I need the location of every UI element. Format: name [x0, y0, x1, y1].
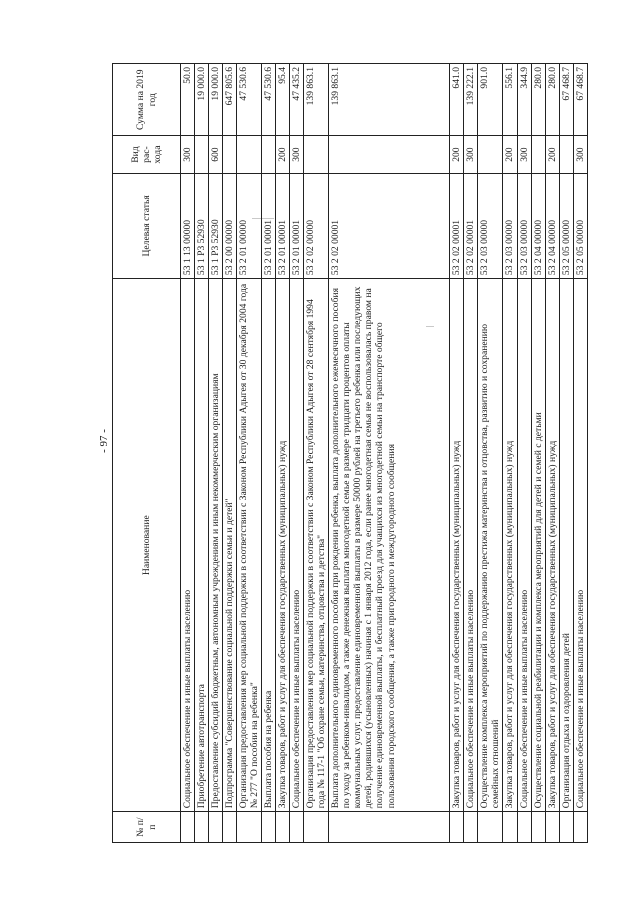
table-row — [450, 64, 464, 843]
cell-no — [464, 812, 478, 843]
cell-type: 300 — [181, 136, 195, 173]
cell-code: 53 1 13 00000 — [181, 173, 195, 278]
cell-sum: 280.0 — [545, 64, 559, 136]
cell-type: 200 — [503, 136, 517, 173]
table-row — [559, 64, 573, 843]
cell-code: 53 2 04 00000 — [545, 173, 559, 278]
table-row — [209, 64, 223, 843]
cell-code: 53 2 00 00000 — [223, 173, 237, 278]
cell-name: Социальное обеспечение и иные выплаты населению — [573, 279, 587, 812]
cell-code: 53 2 01 00001 — [276, 173, 290, 278]
cell-name: Социальное обеспечение и иные выплаты населению — [290, 279, 304, 812]
cell-type: 600 — [209, 136, 223, 173]
cell-code: 53 2 01 00001 — [262, 173, 276, 278]
header-type: Вид рас- хода — [113, 136, 181, 173]
header-no: № п/п — [113, 812, 181, 843]
cell-sum: 47 530.6 — [237, 64, 262, 136]
cell-no — [223, 812, 237, 843]
table-row — [304, 64, 329, 843]
cell-no — [262, 812, 276, 843]
cell-name: Организация отдыха и оздоровления детей — [559, 279, 573, 812]
cell-name: Организация предоставления мер социальной поддержки в соответствии с Законом Республики Адыгея от 30 декабря 2004 года № 277 "О пособии на ребенка" — [237, 279, 262, 812]
cell-no — [573, 812, 587, 843]
table-row — [573, 64, 587, 843]
cell-type — [237, 136, 262, 173]
table-header-row — [113, 64, 181, 843]
cell-no — [276, 812, 290, 843]
cell-code: 53 2 02 00001 — [329, 173, 450, 278]
cell-sum: 19 000.0 — [195, 64, 209, 136]
header-sum: Сумма на 2019 год — [113, 64, 181, 136]
cell-no — [195, 812, 209, 843]
table-wrap — [112, 63, 586, 843]
cell-sum: 647 805.6 — [223, 64, 237, 136]
cell-type: 200 — [545, 136, 559, 173]
budget-table — [112, 63, 588, 843]
table-row — [262, 64, 276, 843]
cell-sum: 139 863.1 — [304, 64, 329, 136]
table-row — [290, 64, 304, 843]
cell-sum: 280.0 — [531, 64, 545, 136]
cell-sum: 95.4 — [276, 64, 290, 136]
cell-sum: 901.0 — [478, 64, 503, 136]
cell-name: Осуществление социальной реабилитации и комплекса мероприятий для детей и семей с детьми — [531, 279, 545, 812]
table-row — [223, 64, 237, 843]
cell-no — [181, 812, 195, 843]
cell-type: 200 — [276, 136, 290, 173]
cell-type: 300 — [464, 136, 478, 173]
cell-no — [290, 812, 304, 843]
cell-code: 53 2 03 00000 — [478, 173, 503, 278]
cell-code: 53 2 05 00000 — [573, 173, 587, 278]
table-row — [517, 64, 531, 843]
cell-sum: 47 530.6 — [262, 64, 276, 136]
cell-sum: 67 468.7 — [559, 64, 573, 136]
cell-type: 300 — [517, 136, 531, 173]
rotated-table-frame — [112, 63, 586, 843]
cell-code: 53 2 04 00000 — [531, 173, 545, 278]
cell-sum: 67 468.7 — [573, 64, 587, 136]
page-number: - 97 - — [98, 429, 110, 453]
cell-no — [545, 812, 559, 843]
cell-no — [209, 812, 223, 843]
table-row — [181, 64, 195, 843]
cell-name: Выплата дополнительного единовременного пособия при рождении ребенка, выплата дополнительного ежемесячного пособия по уходу за ребенком-инвалидом, а также денежная выплата многодетной семье в размере тридцати процентов оплаты коммунальных услуг, предоставление единовременной выплаты в размере 50000 рублей на третьего ребенка или последующих детей, родившихся (усыновленных) начиная с 1 января 2012 года, если ранее многодетная семья не воспользовалась правом на получение единовременной выплаты, и бесплатный проезд для учащихся из многодетной семьи на транспорте общего пользования городского сообщения, а также пригородного и междугородного сообщения — [329, 279, 450, 812]
table-row — [329, 64, 450, 843]
cell-name: Социальное обеспечение и иные выплаты населению — [464, 279, 478, 812]
cell-name: Предоставление субсидий бюджетным, автономным учреждениям и иным некоммерческим организациям — [209, 279, 223, 812]
cell-name: Подпрограмма "Совершенствование социальной поддержки семьи и детей" — [223, 279, 237, 812]
cell-type — [262, 136, 276, 173]
cell-code: 53 2 05 00000 — [559, 173, 573, 278]
cell-sum: 50.0 — [181, 64, 195, 136]
table-row — [237, 64, 262, 843]
cell-type: 200 — [450, 136, 464, 173]
cell-sum: 139 222.1 — [464, 64, 478, 136]
cell-no — [329, 812, 450, 843]
cell-sum: 139 863.1 — [329, 64, 450, 136]
cell-no — [478, 812, 503, 843]
cell-code: 53 2 02 00000 — [304, 173, 329, 278]
cell-code: 53 2 03 00000 — [503, 173, 517, 278]
cell-name: Социальное обеспечение и иные выплаты населению — [517, 279, 531, 812]
cell-sum: 19 000.0 — [209, 64, 223, 136]
cell-type: 300 — [573, 136, 587, 173]
header-code: Целевая статья — [113, 173, 181, 278]
cell-name: Закупка товаров, работ и услуг для обеспечения государственных (муниципальных) нужд — [450, 279, 464, 812]
table-row — [503, 64, 517, 843]
cell-sum: 556.1 — [503, 64, 517, 136]
cell-type — [223, 136, 237, 173]
cell-no — [450, 812, 464, 843]
cell-type — [478, 136, 503, 173]
cell-no — [237, 812, 262, 843]
cell-name: Социальное обеспечение и иные выплаты населению — [181, 279, 195, 812]
cell-name: Выплата пособия на ребенка — [262, 279, 276, 812]
cell-code: 53 2 01 00000 — [237, 173, 262, 278]
cell-type — [531, 136, 545, 173]
cell-code: 53 1 P3 52930 — [209, 173, 223, 278]
cell-type: 300 — [290, 136, 304, 173]
table-row — [195, 64, 209, 843]
cell-name: Приобретение автотранспорта — [195, 279, 209, 812]
header-name: Наименование — [113, 279, 181, 812]
cell-name: Закупка товаров, работ и услуг для обеспечения государственных (муниципальных) нужд — [276, 279, 290, 812]
cell-no — [559, 812, 573, 843]
cell-code: 53 2 03 00000 — [517, 173, 531, 278]
cell-code: 53 1 P3 52930 — [195, 173, 209, 278]
cell-name: Закупка товаров, работ и услуг для обеспечения государственных (муниципальных) нужд — [545, 279, 559, 812]
cell-name: Организация предоставления мер социальной поддержки в соответствии с Законом Республики Адыгея от 28 сентября 1994 года № 117-1 "Об охране семьи, материнства, отцовства и детства" — [304, 279, 329, 812]
cell-sum: 47 435.2 — [290, 64, 304, 136]
cell-sum: 344.9 — [517, 64, 531, 136]
table-row — [478, 64, 503, 843]
cell-name: Закупка товаров, работ и услуг для обеспечения государственных (муниципальных) нужд — [503, 279, 517, 812]
cell-type — [329, 136, 450, 173]
cell-type — [195, 136, 209, 173]
cell-no — [304, 812, 329, 843]
cell-no — [503, 812, 517, 843]
cell-sum: 641.0 — [450, 64, 464, 136]
cell-no — [517, 812, 531, 843]
table-row — [545, 64, 559, 843]
table-row — [464, 64, 478, 843]
cell-name: Осуществление комплекса мероприятий по поддержанию престижа материнства и отцовства, развитию и сохранению семейных отношений — [478, 279, 503, 812]
table-row — [531, 64, 545, 843]
cell-code: 53 2 02 00001 — [464, 173, 478, 278]
cell-code: 53 2 02 00001 — [450, 173, 464, 278]
cell-code: 53 2 01 00001 — [290, 173, 304, 278]
cell-no — [531, 812, 545, 843]
table-row — [276, 64, 290, 843]
cell-type — [559, 136, 573, 173]
cell-type — [304, 136, 329, 173]
